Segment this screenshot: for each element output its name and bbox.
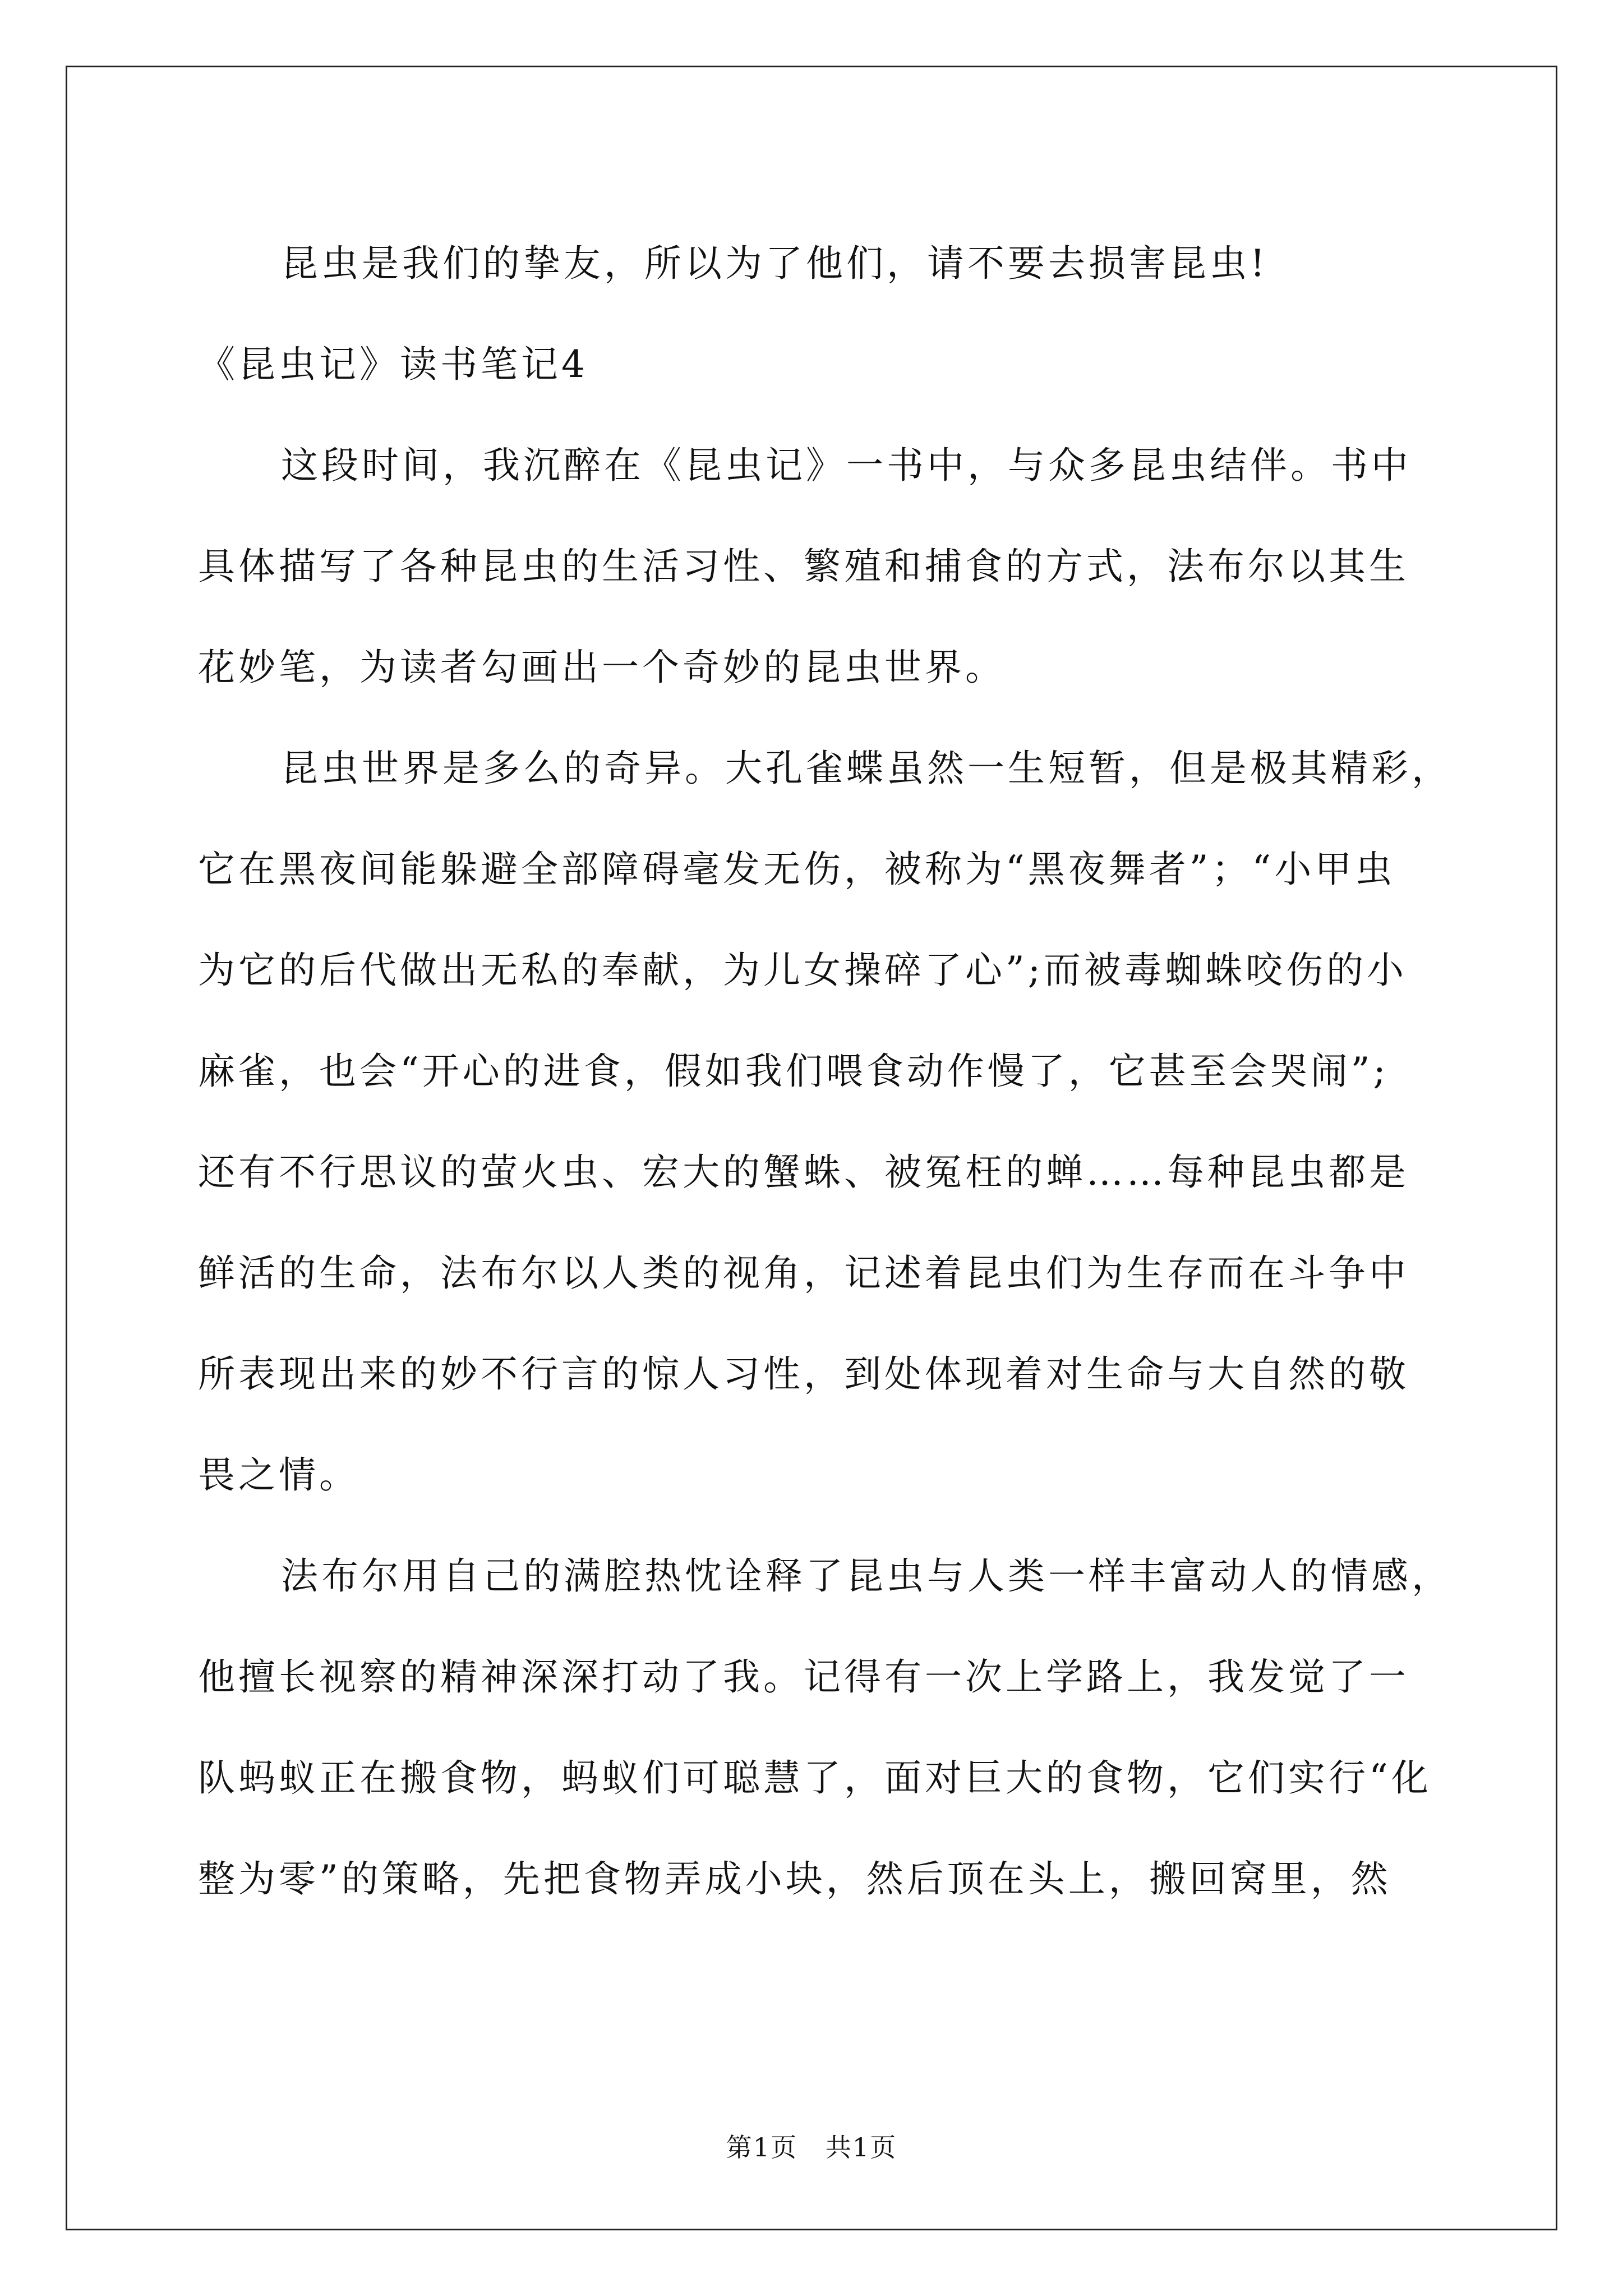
text-line: 法布尔用自己的满腔热忱诠释了昆虫与人类一样丰富动人的情感， xyxy=(281,1554,1452,1598)
text-line: 整为零”的策略，先把食物弄成小块，然后顶在头上，搬回窝里，然 xyxy=(198,1857,1391,1901)
text-line: 队蚂蚁正在搬食物，蚂蚁们可聪慧了，面对巨大的食物，它们实行“化 xyxy=(198,1756,1432,1800)
text-line: 它在黑夜间能躲避全部障碍毫发无伤，被称为“黑夜舞者”；“小甲虫 xyxy=(198,848,1396,891)
text-line: 鲜活的生命，法布尔以人类的视角，记述着昆虫们为生存而在斗争中 xyxy=(198,1251,1409,1295)
page-footer: 第1页 共1页 xyxy=(726,2132,897,2162)
document-body xyxy=(198,213,1452,1930)
section-title: 《昆虫记》读书笔记4 xyxy=(198,343,588,386)
text-line: 这段时间，我沉醉在《昆虫记》一书中，与众多昆虫结伴。书中 xyxy=(281,444,1412,487)
text-line: 麻雀，也会“开心的进食，假如我们喂食动作慢了，它甚至会哭闹”; xyxy=(198,1050,1389,1093)
text-line: 为它的后代做出无私的奉献，为儿女操碎了心”;而被毒蜘蛛咬伤的小 xyxy=(198,949,1407,992)
text-line: 畏之情。 xyxy=(198,1453,359,1497)
text-line: 花妙笔，为读者勾画出一个奇妙的昆虫世界。 xyxy=(198,646,1006,689)
text-line: 还有不行思议的萤火虫、宏大的蟹蛛、被冤枉的蝉……每种昆虫都是 xyxy=(198,1151,1409,1194)
text-line: 所表现出来的妙不行言的惊人习性，到处体现着对生命与大自然的敬 xyxy=(198,1352,1409,1396)
text-line: 昆虫是我们的挚友，所以为了他们，请不要去损害昆虫! xyxy=(281,242,1269,285)
text-line: 昆虫世界是多么的奇异。大孔雀蝶虽然一生短暂，但是极其精彩， xyxy=(281,747,1452,790)
text-line: 具体描写了各种昆虫的生活习性、繁殖和捕食的方式，法布尔以其生 xyxy=(198,545,1409,588)
text-line: 他擅长视察的精神深深打动了我。记得有一次上学路上，我发觉了一 xyxy=(198,1655,1409,1699)
